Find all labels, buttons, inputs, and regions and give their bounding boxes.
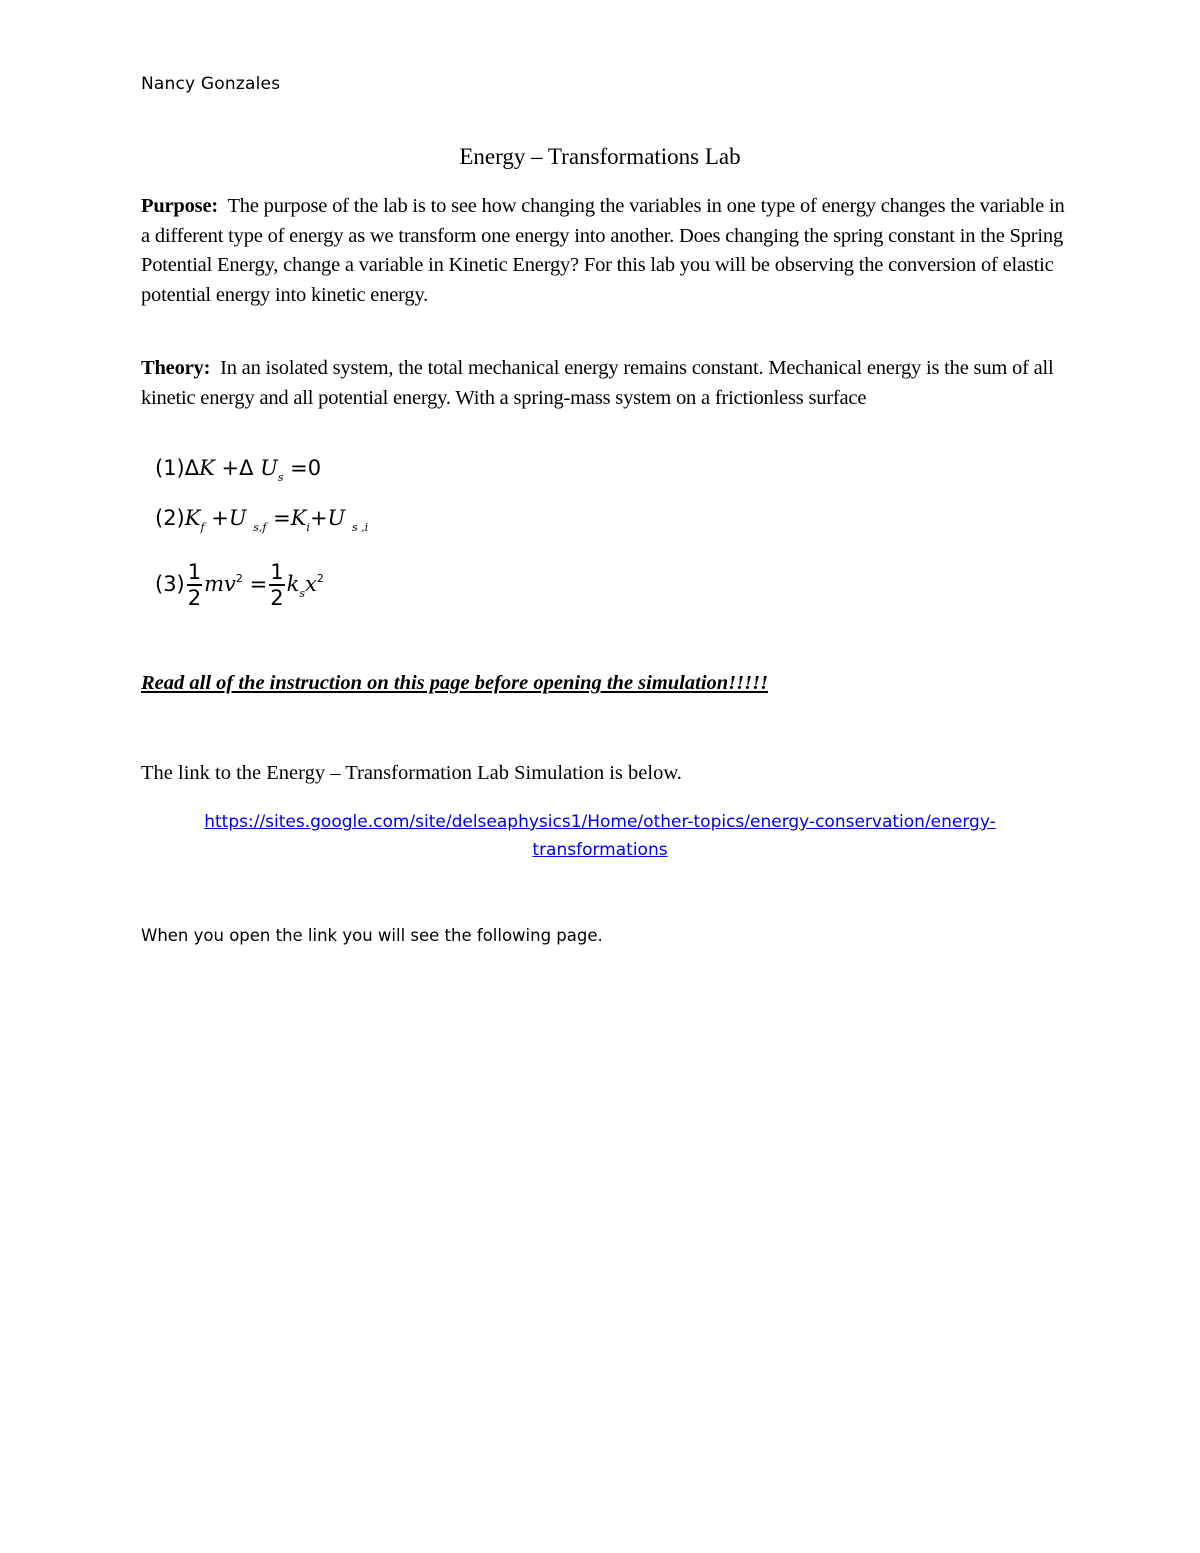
document-title: Energy – Transformations Lab	[459, 144, 741, 169]
theory-label: Theory:	[141, 357, 211, 379]
theory-text: In an isolated system, the total mechanical energy remains constant. Mechanical energy is the sum of all kinetic energy and all potential energy. With a spring-mass system on a frictionless surface	[141, 357, 1054, 409]
equation-number: (2)	[155, 506, 185, 530]
link-intro-text: The link to the Energy – Transformation Lab Simulation is below.	[141, 762, 682, 784]
fraction-one-half: $\frac{1}{2}$	[187, 560, 202, 610]
equation-3: (3) $\frac{1}{2}$ $mv^2$ = $\frac{1}{2}$ $k_sx^2$	[155, 560, 324, 610]
warning-instruction: Read all of the instruction on this page before opening the simulation!!!!!	[141, 672, 769, 694]
simulation-link[interactable]	[0, 808, 1200, 864]
equation-2: $(2)K_f +U$ $_{s,f} =K_i+U$ $_{s ,i}$	[155, 506, 369, 534]
link-line-1[interactable]: https://sites.google.com/site/delseaphysics1/Home/other-topics/energy-conservation/energy-	[204, 812, 996, 832]
purpose-text: The purpose of the lab is to see how changing the variables in one type of energy changes the variable in a different type of energy as we transform one energy into another. Does changing the spring constant in the Spring Potential Energy, change a variable in Kinetic Energy? For this lab you will be observing the conversion of elastic potential energy into kinetic energy.	[141, 195, 1065, 306]
link-line-2[interactable]: transformations	[532, 840, 668, 860]
equation-number: (3)	[155, 572, 185, 596]
fraction-one-half: $\frac{1}{2}$	[270, 560, 284, 610]
theory-paragraph	[141, 354, 1066, 413]
open-link-note: When you open the link you will see the following page.	[141, 926, 603, 945]
equation-number: (1)	[155, 456, 185, 480]
purpose-label: Purpose:	[141, 195, 218, 217]
author-name: Nancy Gonzales	[141, 74, 281, 94]
equation-1: (1)ΔK +Δ $U_s =0$	[155, 456, 322, 484]
purpose-paragraph	[141, 192, 1066, 310]
